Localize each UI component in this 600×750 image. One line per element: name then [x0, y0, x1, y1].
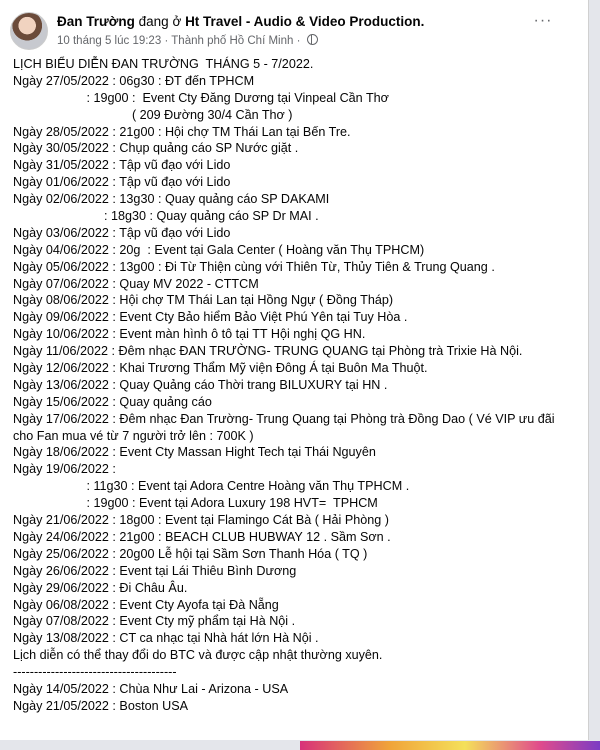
place-name[interactable]: Ht Travel - Audio & Video Production. — [185, 14, 425, 29]
post-text-line: ( 209 Đường 30/4 Cần Thơ ) — [13, 107, 293, 122]
post-text-line: Ngày 10/06/2022 : Event màn hình ô tô tại TT Hội nghị QG HN. — [13, 327, 366, 342]
post-text-line: Ngày 11/06/2022 : Đêm nhạc ĐAN TRƯỜNG- TRUNG QUANG tại Phòng trà Trixie Hà Nội. — [13, 344, 523, 359]
post-text-line: --------------------------------------- — [13, 665, 177, 680]
avatar[interactable] — [10, 12, 48, 50]
post-text-line: Ngày 08/06/2022 : Hội chợ TM Thái Lan tại Hồng Ngự ( Đồng Tháp) — [13, 293, 394, 308]
post-text-line: Ngày 09/06/2022 : Event Cty Bảo hiểm Bảo Việt Phú Yên tại Tuy Hòa . — [13, 310, 408, 325]
post-text-line: Ngày 07/08/2022 : Event Cty mỹ phẩm tại Hà Nội . — [13, 614, 296, 629]
meta-separator: · — [296, 35, 301, 47]
post-text-line: Ngày 19/06/2022 : — [13, 462, 116, 477]
post-text-line: Ngày 26/06/2022 : Event tại Lái Thiêu Bình Dương — [13, 563, 297, 578]
post-text-line: Ngày 01/06/2022 : Tập vũ đạo với Lido — [13, 175, 231, 190]
more-options-icon[interactable]: ··· — [533, 12, 553, 29]
post-text-line: Ngày 21/05/2022 : Boston USA — [13, 698, 189, 713]
post-text-line: Ngày 18/06/2022 : Event Cty Massan Hight Tech tại Thái Nguyên — [13, 445, 376, 460]
activity-text: đang ở — [138, 14, 182, 29]
post-timestamp[interactable]: 10 tháng 5 lúc 19:23 — [57, 35, 162, 47]
post-text-line: cho Fan mua vé từ 7 người trở lên : 700K ) — [13, 428, 254, 443]
post-text-line: Ngày 24/06/2022 : 21g00 : BEACH CLUB HUBWAY 12 . Sầm Sơn . — [13, 529, 391, 544]
post-text-line: Ngày 13/06/2022 : Quay Quảng cáo Thời trang BILUXURY tại HN . — [13, 377, 388, 392]
post-text-line: Ngày 04/06/2022 : 20g : Event tại Gala Center ( Hoàng văn Thụ TPHCM) — [13, 242, 425, 257]
post-text-line: Ngày 05/06/2022 : 13g00 : Đi Từ Thiện cùng với Thiên Từ, Thủy Tiên & Trung Quang . — [13, 259, 495, 274]
post-text-line: Ngày 06/08/2022 : Event Cty Ayofa tại Đà Nẵng — [13, 597, 279, 612]
attached-image-preview[interactable] — [300, 741, 600, 750]
post-text-line: Lịch diễn có thể thay đổi do BTC và được cập nhật thường xuyên. — [13, 648, 383, 663]
post-text-line: Ngày 30/05/2022 : Chụp quảng cáo SP Nước giặt . — [13, 141, 299, 156]
post-text-line: : 11g30 : Event tại Adora Centre Hoàng văn Thụ TPHCM . — [13, 479, 410, 494]
post-text-line: Ngày 12/06/2022 : Khai Trương Thẩm Mỹ viện Đông Á tại Buôn Ma Thuột. — [13, 361, 428, 376]
post-text-line: Ngày 02/06/2022 : 13g30 : Quay quảng cáo SP DAKAMI — [13, 192, 330, 207]
post-text-line: Ngày 13/08/2022 : CT ca nhạc tại Nhà hát lớn Hà Nội . — [13, 631, 319, 646]
meta-separator: · — [164, 35, 169, 47]
post-text-line: LỊCH BIỂU DIỄN ĐAN TRƯỜNG THÁNG 5 - 7/2022. — [13, 57, 314, 71]
post-location[interactable]: Thành phố Hồ Chí Minh — [171, 35, 294, 47]
post-header — [10, 8, 570, 48]
post-text-line: Ngày 28/05/2022 : 21g00 : Hội chợ TM Thái Lan tại Bến Tre. — [13, 124, 351, 139]
post-text-line: Ngày 07/06/2022 : Quay MV 2022 - CTTCM — [13, 276, 259, 291]
post-meta — [57, 34, 318, 47]
post-text-line: Ngày 25/06/2022 : 20g00 Lễ hội tại Sầm Sơn Thanh Hóa ( TQ ) — [13, 546, 368, 561]
post-text-line: : 19g00 : Event tại Adora Luxury 198 HVT= TPHCM — [13, 496, 378, 511]
post-text-line: Ngày 21/06/2022 : 18g00 : Event tại Flamingo Cát Bà ( Hải Phòng ) — [13, 513, 389, 528]
post-text-line: Ngày 14/05/2022 : Chùa Như Lai - Arizona - USA — [13, 681, 289, 696]
post-text-line: Ngày 15/06/2022 : Quay quảng cáo — [13, 394, 212, 409]
post-text-line: Ngày 27/05/2022 : 06g30 : ĐT đến TPHCM — [13, 73, 255, 88]
post-text-line: : 19g00 : Event Cty Đăng Dương tại Vinpeal Cần Thơ — [13, 90, 389, 105]
post-text-line: Ngày 29/06/2022 : Đi Châu Âu. — [13, 580, 188, 595]
globe-icon — [307, 34, 318, 45]
post-title-line — [57, 14, 424, 29]
post-text — [13, 56, 583, 715]
post-text-line: Ngày 17/06/2022 : Đêm nhạc Đan Trường- Trung Quang tại Phòng trà Đồng Dao ( Vé VIP ưu đãi — [13, 411, 555, 426]
post-text-line: Ngày 03/06/2022 : Tập vũ đạo với Lido — [13, 225, 231, 240]
author-name[interactable]: Đan Trường — [57, 14, 135, 29]
post-text-line: Ngày 31/05/2022 : Tập vũ đạo với Lido — [13, 158, 231, 173]
post-text-line: : 18g30 : Quay quảng cáo SP Dr MAI . — [13, 209, 319, 224]
